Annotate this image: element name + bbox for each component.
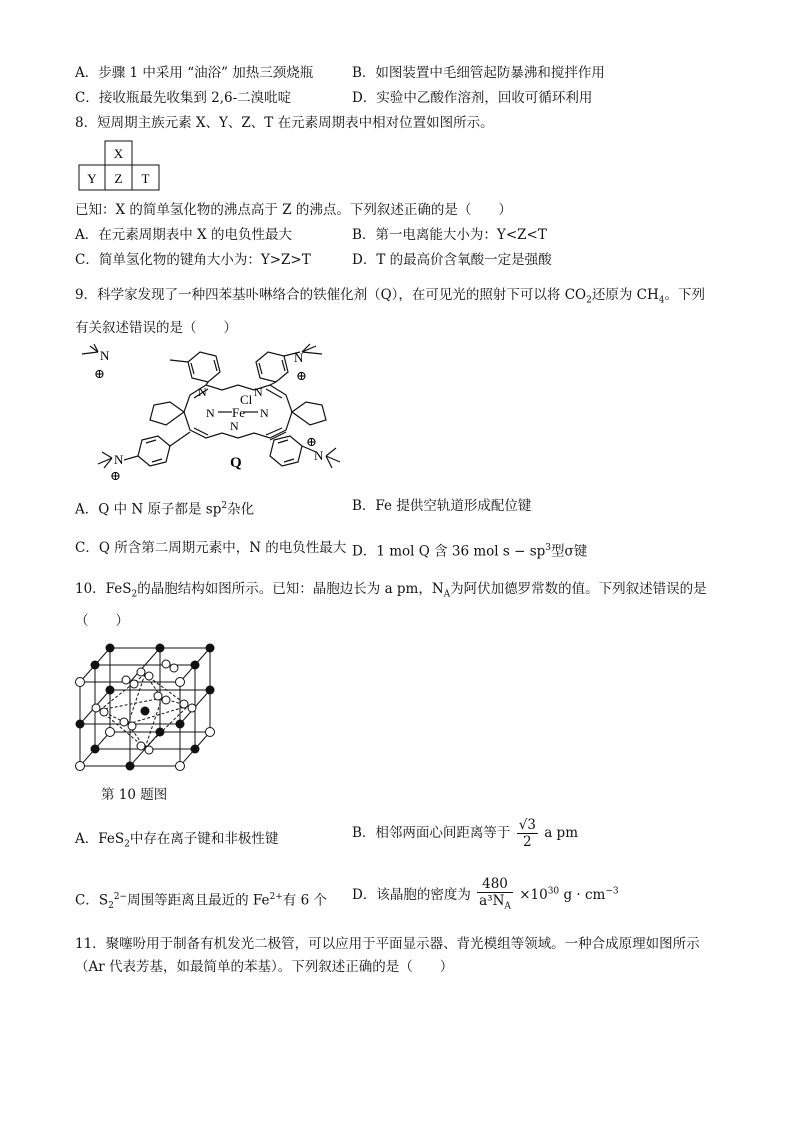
fe-atom-label: Fe [232,405,245,420]
svg-text:N: N [254,385,263,399]
q10-stem: 10．FeS$_2$的晶胞结构如图所示。已知：晶胞边长为 a pm，$N_A$为阿伏加德罗常数的值。下列叙述错误的是 [75,581,707,600]
q9-option-a: A．Q 中 N 原子都是 $sp^2$杂化 [75,501,255,518]
plus-charge-icon: ⊕ [306,434,317,449]
svg-text:N: N [206,406,215,420]
crystal-cell-figure [70,636,220,781]
q10-figure-caption: 第 10 题图 [101,787,168,803]
q7-option-c: C．接收瓶最先收集到 2,6-二溴吡啶 [75,90,292,106]
q9-stem: 9．科学家发现了一种四苯基卟啉络合的铁催化剂（Q），在可见光的照射下可以将 $CO_2$还原为 $CH_4$。下列 [75,287,705,306]
q8-known: 已知：X 的简单氢化物的沸点高于 Z 的沸点。下列叙述正确的是（ ） [75,202,512,218]
svg-text:N: N [260,406,269,420]
periodic-table-figure [78,140,160,192]
q8-stem: 8．短周期主族元素 X、Y、Z、T 在元素周期表中相对位置如图所示。 [75,115,494,131]
svg-text:N: N [230,419,239,433]
structure-label-q: Q [230,455,242,471]
q7-option-b: B．如图装置中毛细管起防暴沸和搅拌作用 [352,65,605,81]
porphyrin-structure-figure [70,340,370,480]
density-fraction: $\frac{480}{a^3N_A}$ [479,876,511,912]
table-cell-y: Y [87,171,97,186]
svg-text:N: N [314,448,324,463]
q10-stem-line2: （ ） [75,613,129,629]
svg-text:N: N [198,385,207,399]
plus-charge-icon: ⊕ [296,368,307,383]
q9-option-c: C．Q 所含第二周期元素中，N 的电负性最大 [75,540,347,556]
q8-option-d: D．T 的最高价含氧酸一定是强酸 [352,252,552,268]
table-cell-z: Z [114,171,123,186]
svg-text:N: N [294,350,304,365]
n-atom-label: N [100,348,110,363]
q8-option-c: C．简单氢化物的键角大小为：Y>Z>T [75,252,311,268]
table-cell-x: X [113,146,124,161]
fraction-sqrt3-over-2: $\frac{√3}{2}$ [518,817,536,850]
q9-option-d: D．1 mol Q 含 36 mol $s - sp^3$型σ键 [352,543,588,560]
svg-text:N: N [114,452,124,467]
table-cell-t: T [141,171,150,186]
q9-option-b: B．Fe 提供空轨道形成配位键 [352,498,532,514]
q10-option-d: D．该晶胞的密度为 $\frac{480}{a^3N_A}$ $\times 10^{30}$ $g \cdot cm^{-3}$ [352,876,619,915]
q11-stem-line2: （Ar 代表芳基，如最简单的苯基）。下列叙述正确的是（ ） [75,959,454,975]
q10-option-c: C．$S_2^{2-}$周围等距离且最近的 $Fe^{2+}$有 6 个 [75,892,327,912]
q10-option-a: A．FeS$_2$中存在离子键和非极性键 [75,831,279,850]
q7-option-d: D．实验中乙酸作溶剂，回收可循环利用 [352,90,593,106]
q7-option-a: A．步骤 1 中采用 “油浴” 加热三颈烧瓶 [75,65,314,81]
plus-charge-icon: ⊕ [110,468,121,480]
cl-atom-label: Cl [240,392,253,407]
q8-option-b: B．第一电离能大小为：Y<Z<T [352,227,547,243]
plus-charge-icon: ⊕ [94,366,105,381]
q9-stem-line2: 有关叙述错误的是（ ） [75,320,237,336]
q11-stem-line1: 11．聚噻吩用于制备有机发光二极管，可以应用于平面显示器、背光模组等领域。一种合成原理如图所示 [75,936,700,952]
q10-option-b: B．相邻两面心间距离等于 $\frac{√3}{2}$ a pm [352,817,579,850]
q8-option-a: A．在元素周期表中 X 的电负性最大 [75,227,292,243]
